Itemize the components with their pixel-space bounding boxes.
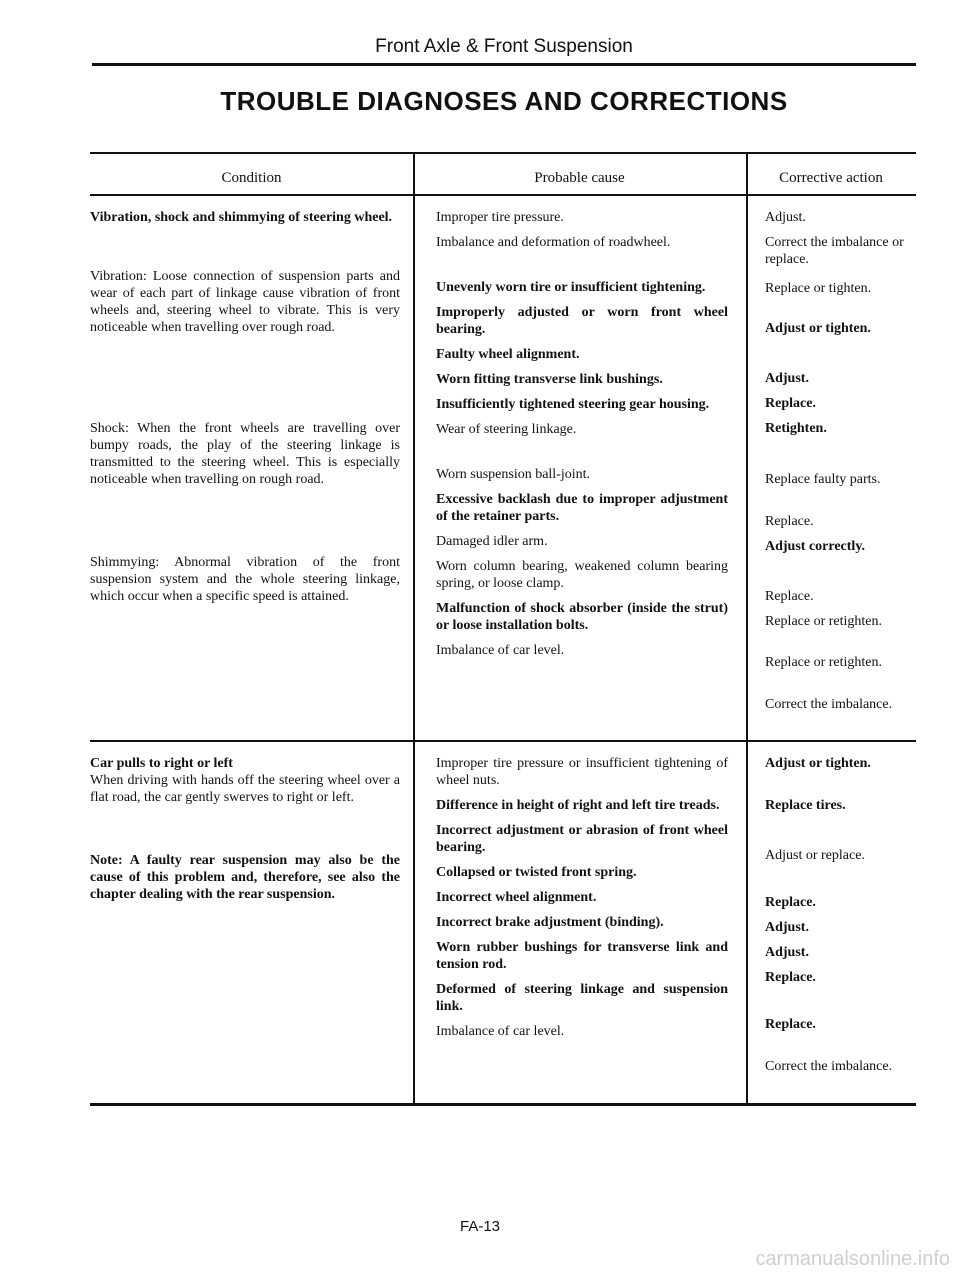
cause-item: Worn fitting transverse link bushings.: [436, 372, 663, 387]
action-item: Replace faulty parts.: [765, 472, 881, 487]
action-item: Replace.: [765, 396, 816, 411]
action-item: Adjust.: [765, 210, 806, 225]
action-item: Replace.: [765, 1017, 816, 1032]
cause-item: Damaged idler arm.: [436, 534, 548, 549]
header-rule: [746, 194, 916, 196]
action-item: Replace.: [765, 895, 816, 910]
action-item: Retighten.: [765, 421, 827, 436]
header-corrective-action: Corrective action: [779, 170, 883, 186]
action-item: Replace or tighten.: [765, 281, 872, 296]
page-number: FA-13: [459, 1218, 501, 1235]
cause-item: Improper tire pressure or insufficient tightening of wheel nuts.: [436, 756, 728, 788]
action-item: Replace.: [765, 970, 816, 985]
cause-item: Worn rubber bushings for transverse link and tension rod.: [436, 940, 728, 972]
cause-item: Improper tire pressure.: [436, 210, 564, 225]
cause-item: Incorrect wheel alignment.: [436, 890, 597, 905]
header-rule: [413, 194, 746, 196]
column-divider: [746, 154, 748, 1103]
cause-item: Imbalance and deformation of roadwheel.: [436, 235, 671, 250]
page-header: Front Axle & Front Suspension: [92, 36, 916, 66]
header-rule: [90, 194, 413, 196]
action-item: Replace.: [765, 589, 814, 604]
cause-item: Incorrect brake adjustment (binding).: [436, 915, 664, 930]
trouble-table: [90, 152, 916, 1106]
condition-pulls-detail: When driving with hands off the steering wheel over a flat road, the car gently swerves to right or left.: [90, 773, 400, 805]
cause-item: Improperly adjusted or worn front wheel bearing.: [436, 305, 728, 337]
cause-item: Worn suspension ball-joint.: [436, 467, 591, 482]
cause-item: Malfunction of shock absorber (inside the strut) or loose installation bolts.: [436, 601, 728, 633]
cause-item: Imbalance of car level.: [436, 643, 565, 658]
cause-item: Insufficiently tightened steering gear housing.: [436, 397, 710, 412]
condition-title: Vibration, shock and shimmying of steering wheel.: [90, 210, 393, 225]
action-item: Correct the imbalance or replace.: [765, 235, 904, 267]
action-item: Adjust or tighten.: [765, 321, 871, 336]
condition-shock: Shock: When the front wheels are travelling over bumpy roads, the play of the steering linkage is transmitted to the steering wheel. This is especially noticeable when travelling on rough road.: [90, 421, 400, 487]
section-rule: [746, 740, 916, 742]
condition-vibration: Vibration: Loose connection of suspension parts and wear of each part of linkage cause vibration of front wheels and, steering wheel to vibrate. This is very noticeable when travelling over rough road.: [90, 269, 400, 335]
action-item: Replace.: [765, 514, 814, 529]
action-item: Replace or retighten.: [765, 655, 883, 670]
cause-item: Collapsed or twisted front spring.: [436, 865, 637, 880]
cause-item: Imbalance of car level.: [436, 1024, 565, 1039]
causes-list-2: [436, 755, 728, 1048]
cause-item: Incorrect adjustment or abrasion of front wheel bearing.: [436, 823, 728, 855]
header-condition: Condition: [221, 170, 282, 186]
column-divider: [413, 154, 415, 1103]
action-item: Adjust correctly.: [765, 539, 866, 554]
cause-item: Deformed of steering linkage and suspension link.: [436, 982, 728, 1014]
cause-item: Unevenly worn tire or insufficient tightening.: [436, 280, 706, 295]
action-item: Correct the imbalance.: [765, 1059, 893, 1074]
cause-item: Worn column bearing, weakened column bearing spring, or loose clamp.: [436, 559, 728, 591]
cause-item: Faulty wheel alignment.: [436, 347, 580, 362]
header-probable-cause: Probable cause: [534, 170, 625, 186]
action-item: Correct the imbalance.: [765, 697, 893, 712]
action-item: Replace or retighten.: [765, 614, 883, 629]
condition-note: [90, 852, 400, 903]
condition-shimmying: Shimmying: Abnormal vibration of the front suspension system and the whole steering linkage, which occur when a specific speed is attained.: [90, 555, 400, 604]
condition-note-text: Note: A faulty rear suspension may also be the cause of this problem and, therefore, see also the chapter dealing with the rear suspension.: [90, 853, 400, 902]
action-item: Adjust.: [765, 371, 809, 386]
page-title: TROUBLE DIAGNOSES AND CORRECTIONS: [220, 86, 788, 116]
condition-pulls-title: Car pulls to right or left: [90, 756, 233, 771]
watermark: carmanualsonline.info: [755, 1248, 950, 1270]
causes-list: [436, 209, 728, 667]
condition-pulls: [90, 755, 400, 806]
action-item: Replace tires.: [765, 798, 846, 813]
action-item: Adjust or replace.: [765, 848, 865, 863]
action-item: Adjust or tighten.: [765, 756, 871, 771]
action-item: Adjust.: [765, 945, 809, 960]
section-rule: [413, 740, 746, 742]
cause-item: Wear of steering linkage.: [436, 422, 577, 437]
action-item: Adjust.: [765, 920, 809, 935]
cause-item: Excessive backlash due to improper adjustment of the retainer parts.: [436, 492, 728, 524]
section-rule: [90, 740, 413, 742]
cause-item: Difference in height of right and left tire treads.: [436, 798, 720, 813]
